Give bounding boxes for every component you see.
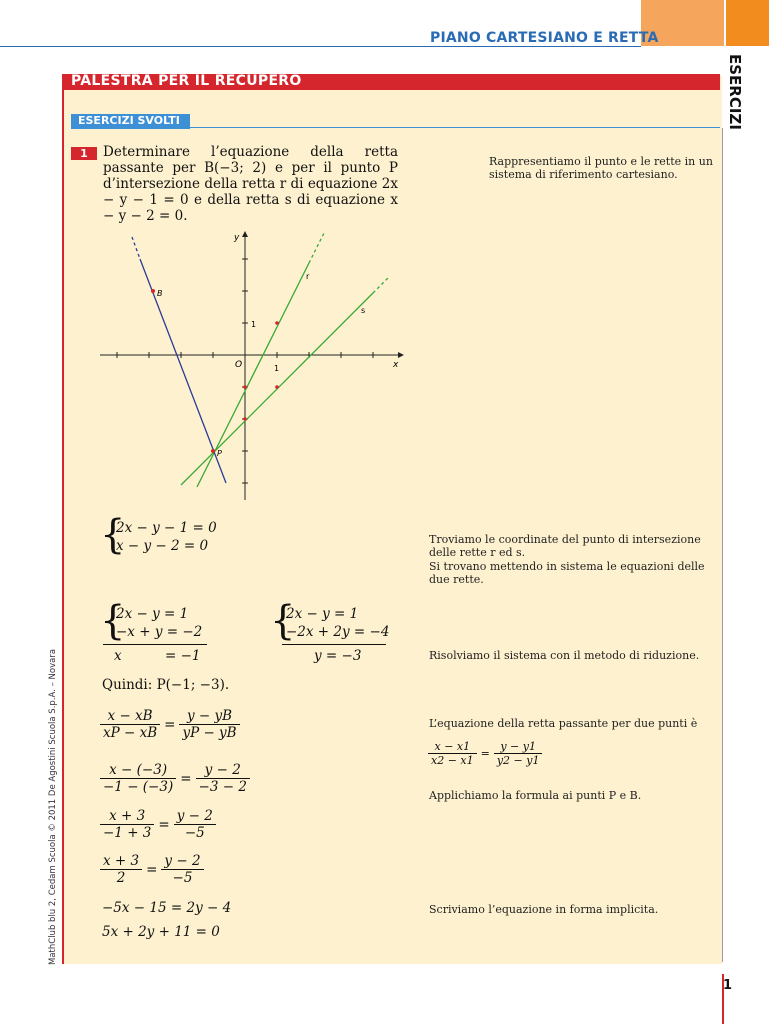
equation-line-2: 5x + 2y + 11 = 0 xyxy=(102,924,220,940)
header-tab-dark xyxy=(726,0,769,46)
cartesian-graph xyxy=(95,225,415,510)
side-label: ESERCIZI xyxy=(726,54,744,130)
line-s-label: s xyxy=(361,306,366,315)
point-s1 xyxy=(275,385,279,389)
sys1-eq2: x − y − 2 = 0 xyxy=(116,538,209,554)
credit-line: MathClub blu 2, Cedam Scuola © 2011 De Agostini Scuola S.p.A. – Novara xyxy=(48,648,58,965)
panel-left-rule xyxy=(62,76,64,964)
header-rule xyxy=(0,46,641,47)
result-point: Quindi: P(−1; −3). xyxy=(102,677,230,693)
subsection-title: ESERCIZI SVOLTI xyxy=(78,114,180,127)
side-rule xyxy=(722,128,723,962)
formula-step-3: $\frac{x + 3}{-1 + 3}$ = $\frac{y - 2}{-5}$ xyxy=(100,808,216,841)
origin-label: O xyxy=(235,360,243,370)
sys2-result-right: = −1 xyxy=(165,648,201,664)
sys3-eq1: 2x − y = 1 xyxy=(286,606,359,622)
equation-line-1: −5x − 15 = 2y − 4 xyxy=(102,900,232,916)
tick-label-y1: 1 xyxy=(251,320,257,329)
point-b-label: B xyxy=(157,289,163,298)
subsection-rule xyxy=(190,127,720,128)
sys3-rule xyxy=(282,644,386,645)
formula-general: $\frac{x - xB}{xP - xB}$ = $\frac{y - yB}{yP - yB}$ xyxy=(100,708,240,741)
sys2-result-left: x xyxy=(114,648,122,664)
line-bp-dashed xyxy=(132,237,140,259)
tick-label-x1: 1 xyxy=(274,364,280,373)
exercise-text: Determinare l’equazione della retta passante per B(−3; 2) e per il punto P d’intersezione della retta r di equazione 2x − y − 1 = 0 e della retta s di equazione x − y − 2 = 0. xyxy=(103,144,398,224)
note-two-points: L’equazione della retta passante per due punti è xyxy=(429,717,698,730)
note-reduction: Risolviamo il sistema con il metodo di riduzione. xyxy=(429,649,700,662)
section-title: PALESTRA PER IL RECUPERO xyxy=(71,73,302,89)
line-r xyxy=(197,263,309,487)
point-b xyxy=(151,289,155,293)
note-graph: Rappresentiamo il punto e le rette in un sistema di riferimento cartesiano. xyxy=(489,155,713,181)
point-r0 xyxy=(243,385,247,389)
x-axis-label: x xyxy=(393,360,399,370)
page-number: 1 xyxy=(723,978,733,993)
formula-substituted: $\frac{x - (-3)}{-1 - (-3)}$ = $\frac{y - 2}{-3 - 2}$ xyxy=(100,762,250,795)
sys3-eq2: −2x + 2y = −4 xyxy=(286,624,390,640)
sys2-eq2: −x + y = −2 xyxy=(116,624,203,640)
line-s-dashed xyxy=(373,277,389,293)
y-axis-label: y xyxy=(234,233,240,243)
chapter-title: PIANO CARTESIANO E RETTA xyxy=(430,30,659,46)
exercise-number: 1 xyxy=(71,147,97,160)
point-r1 xyxy=(275,321,279,325)
note-apply: Applichiamo la formula ai punti P e B. xyxy=(429,789,642,802)
note-intersection: Troviamo le coordinate del punto di intersezione delle rette r ed s. xyxy=(429,533,701,559)
sys3-result: y = −3 xyxy=(314,648,362,664)
formula-step-4: $\frac{x + 3}{2}$ = $\frac{y - 2}{-5}$ xyxy=(100,853,204,886)
note-implicit: Scriviamo l’equazione in forma implicita. xyxy=(429,903,659,916)
sys2-rule xyxy=(103,644,207,645)
point-p-label: P xyxy=(217,449,222,458)
note-system: Si trovano mettendo in sistema le equazioni delle due rette. xyxy=(429,560,705,586)
point-p xyxy=(211,449,215,453)
sys2-eq1: 2x − y = 1 xyxy=(116,606,189,622)
formula-two-points: $\frac{x - x1}{x2 - x1}$ = $\frac{y - y1}{y2 - y1}$ xyxy=(428,740,542,767)
sys1-eq1: 2x − y − 1 = 0 xyxy=(116,520,217,536)
point-s0 xyxy=(243,417,247,421)
line-r-label: r xyxy=(306,272,310,281)
line-r-dashed xyxy=(309,231,325,263)
